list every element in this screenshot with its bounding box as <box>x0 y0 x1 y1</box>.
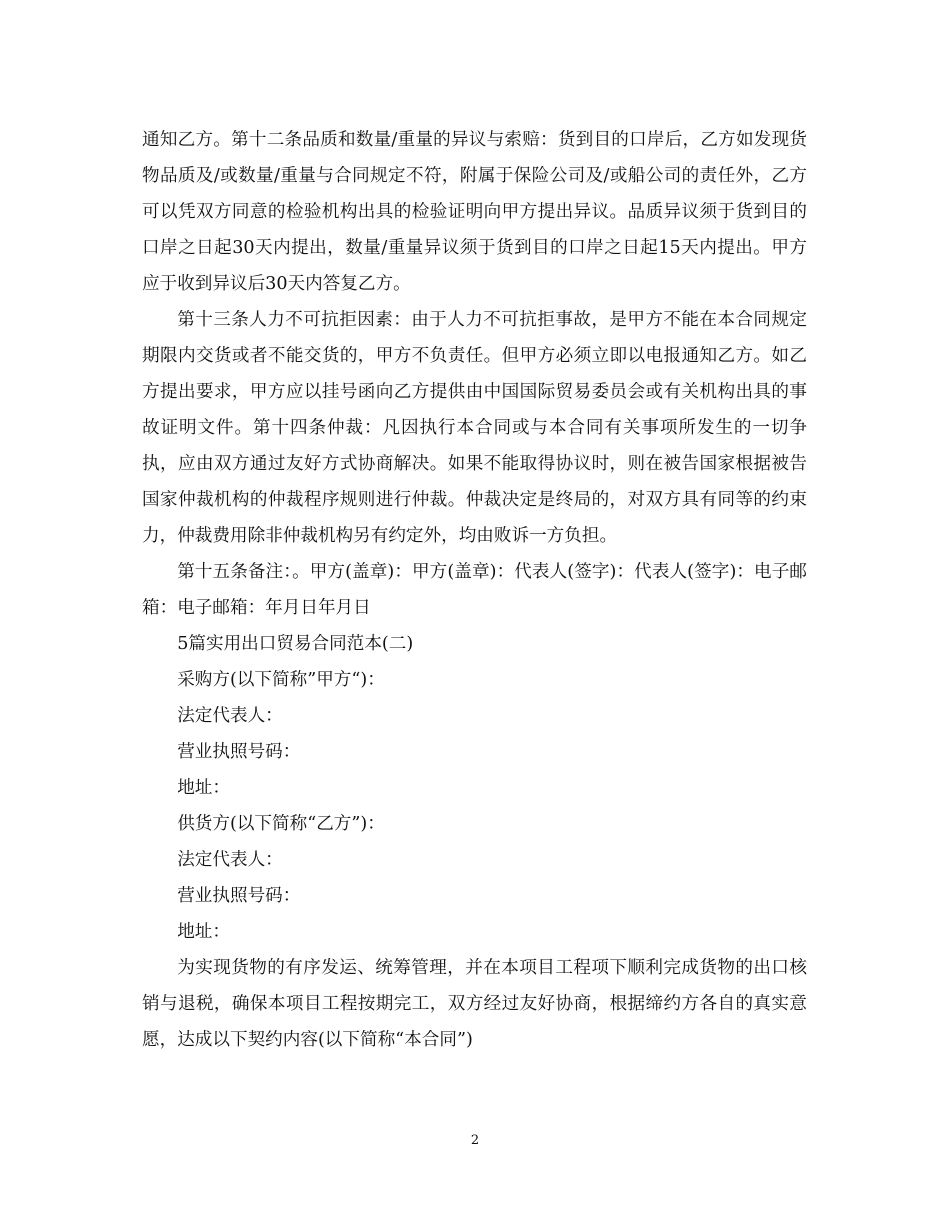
page-number: 2 <box>470 1133 480 1148</box>
buyer-license-number: 营业执照号码： <box>177 742 301 762</box>
document-body <box>142 122 807 1058</box>
preamble-paragraph: 为实现货物的有序发运、统筹管理，并在本项目工程项下顺利完成货物的出口核销与退税，确保本项目工程按期完工，双方经过友好协商，根据缔约方各自的真实意愿，达成以下契约内容(以下简称“本合同”) <box>142 958 807 1050</box>
buyer-label: 采购方(以下简称”甲方“)： <box>177 670 385 690</box>
contract-heading: 5篇实用出口贸易合同范本(二) <box>177 634 414 654</box>
paragraph-clause-13-14: 第十三条人力不可抗拒因素：由于人力不可抗拒事故，是甲方不能在本合同规定期限内交货或者不能交货的，甲方不负责任。但甲方必须立即以电报通知乙方。如乙方提出要求，甲方应以挂号函向乙方提供由中国国际贸易委员会或有关机构出具的事故证明文件。第十四条仲裁：凡因执行本合同或与本合同有关事项所发生的一切争执，应由双方通过友好方式协商解决。如果不能取得协议时，则在被告国家根据被告国家仲裁机构的仲裁程序规则进行仲裁。仲裁决定是终局的，对双方具有同等的约束力，仲裁费用除非仲裁机构另有约定外，均由败诉一方负担。 <box>142 310 807 546</box>
paragraph-clause-15-signatures: 第十五条备注：。甲方(盖章)：甲方(盖章)：代表人(签字)：代表人(签字)：电子邮箱：电子邮箱：年月日年月日 <box>142 562 807 618</box>
paragraph-clause-12: 通知乙方。第十二条品质和数量/重量的异议与索赔：货到目的口岸后，乙方如发现货物品质及/或数量/重量与合同规定不符，附属于保险公司及/或船公司的责任外，乙方可以凭双方同意的检验机构出具的检验证明向甲方提出异议。品质异议须于货到目的口岸之日起30天内提出，数量/重量异议须于货到目的口岸之日起15天内提出。甲方应于收到异议后30天内答复乙方。 <box>142 130 807 294</box>
supplier-label: 供货方(以下简称“乙方”)： <box>177 814 385 834</box>
supplier-legal-representative: 法定代表人： <box>177 850 283 870</box>
buyer-address: 地址： <box>177 778 230 798</box>
supplier-license-number: 营业执照号码： <box>177 886 301 906</box>
supplier-address: 地址： <box>177 922 230 942</box>
buyer-legal-representative: 法定代表人： <box>177 706 283 726</box>
